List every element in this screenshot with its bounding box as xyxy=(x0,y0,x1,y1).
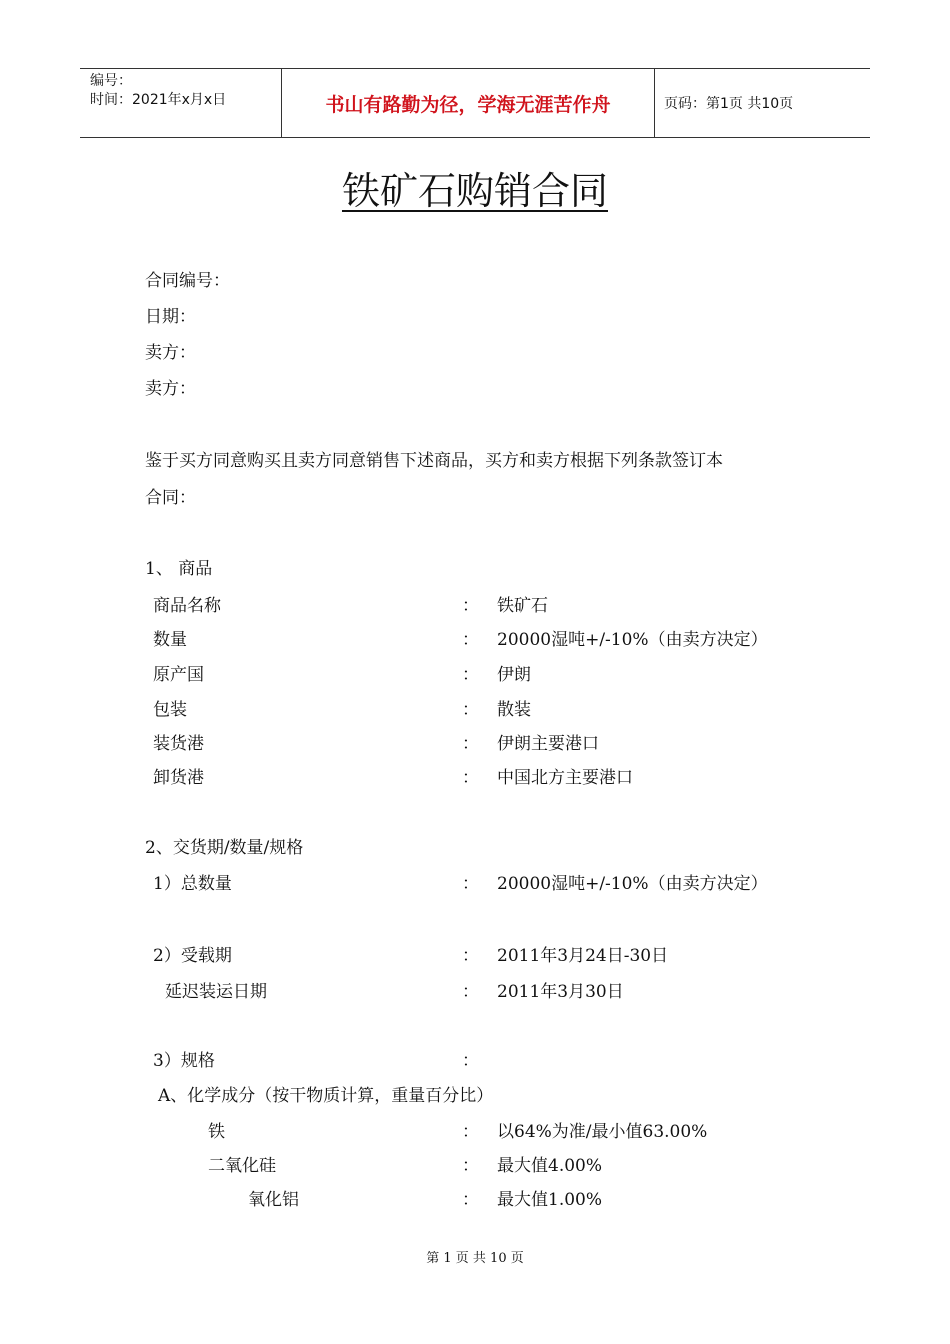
discharge-port-label: 卸货港 xyxy=(153,768,204,788)
goods-value: 铁矿石 xyxy=(497,596,548,616)
origin-value: 伊朗 xyxy=(497,665,531,685)
document-title-wrap xyxy=(0,160,950,215)
page-header xyxy=(80,68,870,138)
alumina-colon: ： xyxy=(462,1190,479,1210)
section-2-heading: 2、交货期/数量/规格 xyxy=(145,838,304,858)
total-quantity-label: 1）总数量 xyxy=(153,874,232,894)
origin-colon: ： xyxy=(462,665,479,685)
loading-port-label: 装货港 xyxy=(153,734,204,754)
silica-colon: ： xyxy=(462,1156,479,1176)
preamble-line-2: 合同： xyxy=(145,488,196,508)
iron-label: 铁 xyxy=(208,1122,225,1142)
delay-shipment-value: 2011年3月30日 xyxy=(497,982,624,1002)
goods-colon: ： xyxy=(462,596,479,616)
page-footer: 第 1 页 共 10 页 xyxy=(426,1251,524,1266)
discharge-port-value: 中国北方主要港口 xyxy=(497,768,633,788)
goods-label: 商品名称 xyxy=(153,596,221,616)
meta-seller: 卖方： xyxy=(145,343,196,363)
silica-label: 二氧化硅 xyxy=(208,1156,276,1176)
header-number-label: 编号： xyxy=(90,73,132,89)
spec-label: 3）规格 xyxy=(153,1051,215,1071)
spec-colon: ： xyxy=(462,1051,479,1071)
packing-value: 散装 xyxy=(497,700,531,720)
quantity-colon: ： xyxy=(462,630,479,650)
chem-heading: A、化学成分（按干物质计算，重量百分比） xyxy=(158,1086,494,1106)
laycan-label: 2）受载期 xyxy=(153,946,232,966)
laycan-value: 2011年3月24日-30日 xyxy=(497,946,669,966)
meta-seller-2: 卖方： xyxy=(145,379,196,399)
loading-port-colon: ： xyxy=(462,734,479,754)
quantity-label: 数量 xyxy=(153,630,187,650)
loading-port-value: 伊朗主要港口 xyxy=(497,734,599,754)
delay-shipment-label: 延迟装运日期 xyxy=(165,982,267,1002)
laycan-colon: ： xyxy=(462,946,479,966)
document-title: 铁矿石购销合同 xyxy=(341,169,608,213)
total-quantity-colon: ： xyxy=(462,874,479,894)
iron-value: 以64%为准/最小值63.00% xyxy=(497,1122,708,1142)
packing-label: 包装 xyxy=(153,700,187,720)
meta-date: 日期： xyxy=(145,307,196,327)
preamble-line-1: 鉴于买方同意购买且卖方同意销售下述商品，买方和卖方根据下列条款签订本 xyxy=(145,451,723,471)
header-motto: 书山有路勤为径，学海无涯苦作舟 xyxy=(281,69,655,137)
total-quantity-value: 20000湿吨+/-10%（由卖方决定） xyxy=(497,874,768,894)
header-left-cell xyxy=(80,69,280,137)
packing-colon: ： xyxy=(462,700,479,720)
alumina-value: 最大值1.00% xyxy=(497,1190,603,1210)
header-time-label: 时间：2021年x月x日 xyxy=(90,92,227,108)
discharge-port-colon: ： xyxy=(462,768,479,788)
section-1-heading: 1、 商品 xyxy=(145,559,213,579)
delay-shipment-colon: ： xyxy=(462,982,479,1002)
meta-contract-no: 合同编号： xyxy=(145,271,230,291)
header-page-info: 页码：第1页 共10页 xyxy=(664,96,794,112)
iron-colon: ： xyxy=(462,1122,479,1142)
origin-label: 原产国 xyxy=(153,665,204,685)
silica-value: 最大值4.00% xyxy=(497,1156,603,1176)
alumina-label: 氧化铝 xyxy=(248,1190,299,1210)
quantity-value: 20000湿吨+/-10%（由卖方决定） xyxy=(497,630,768,650)
